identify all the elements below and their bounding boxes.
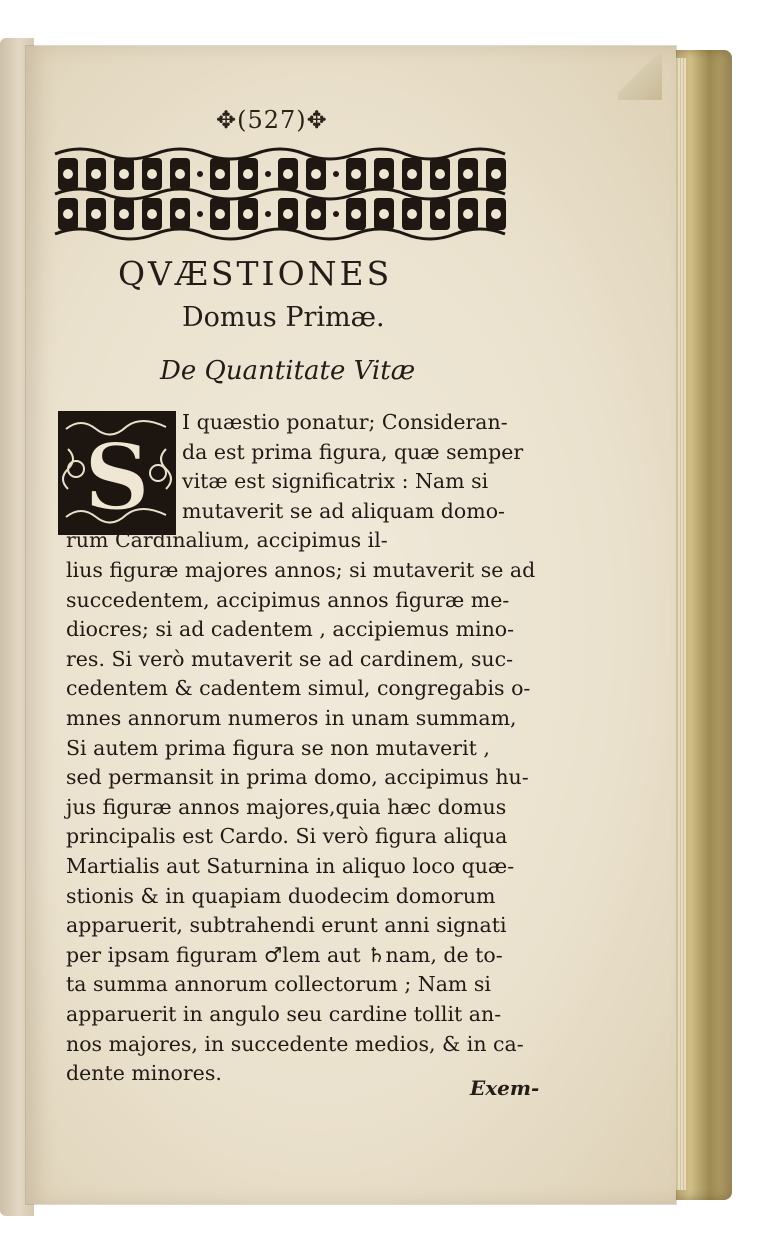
body-line: nos majores, in succedente medios, & in ca- [66,1031,524,1056]
ornament-right-icon: )✥ [296,106,328,134]
body-line: principalis est Cardo. Si verò figura aliqua [66,824,508,849]
body-line: diocres; si ad cadentem , accipiemus mino- [66,617,515,642]
body-line: res. Si verò mutaverit se ad cardinem, suc- [66,646,514,671]
catchword: Exem- [470,1076,540,1100]
body-line: rum Cardinalium, accipimus il- [66,528,388,553]
body-line: lius figuræ majores annos; si mutaverit se ad [66,558,536,582]
chapter-subheading: Domus Primæ. [182,302,385,333]
body-line: dente minores. [66,1061,222,1086]
body-line: succedentem, accipimus annos figuræ me- [66,587,510,612]
body-line: cedentem & cadentem simul, congregabis o- [66,676,531,701]
decorated-initial [56,409,178,537]
decorative-headpiece [50,144,512,244]
page-number [216,106,328,134]
body-line: stionis & in quapiam duodecim domorum [66,883,496,908]
corner-fold [618,50,662,100]
body-line: da est prima figura, quæ semper [182,439,524,464]
ornament-left-icon: ✥( [216,106,248,134]
page-number-value: 527 [247,106,297,134]
body-line: mutaverit se ad aliquam domo- [182,498,505,523]
body-line: Martialis aut Saturnina in aliquo loco quæ- [66,854,515,878]
body-line: mnes annorum numeros in unam summam, [66,706,517,730]
svg-text:S: S [83,423,151,531]
body-line: ta summa annorum collectorum ; Nam si [66,972,491,997]
body-line: per ipsam figuram ♂lem aut ♄nam, de to- [66,942,503,967]
body-line: vitæ est significatrix : Nam si [182,469,489,494]
body-line: Si autem prima figura se non mutaverit , [66,735,490,760]
body-line: sed permansit in prima domo, accipimus hu- [66,765,529,790]
body-line: apparuerit in angulo seu cardine tollit an- [66,1002,502,1026]
body-line: apparuerit, subtrahendi erunt anni signati [66,913,507,938]
body-line: jus figuræ annos majores,quia hæc domus [66,794,507,819]
book-page [26,46,676,1204]
chapter-heading: QVÆSTIONES [118,254,393,293]
section-title: De Quantitate Vitæ [160,356,416,386]
body-line: I quæstio ponatur; Consideran- [182,410,508,434]
